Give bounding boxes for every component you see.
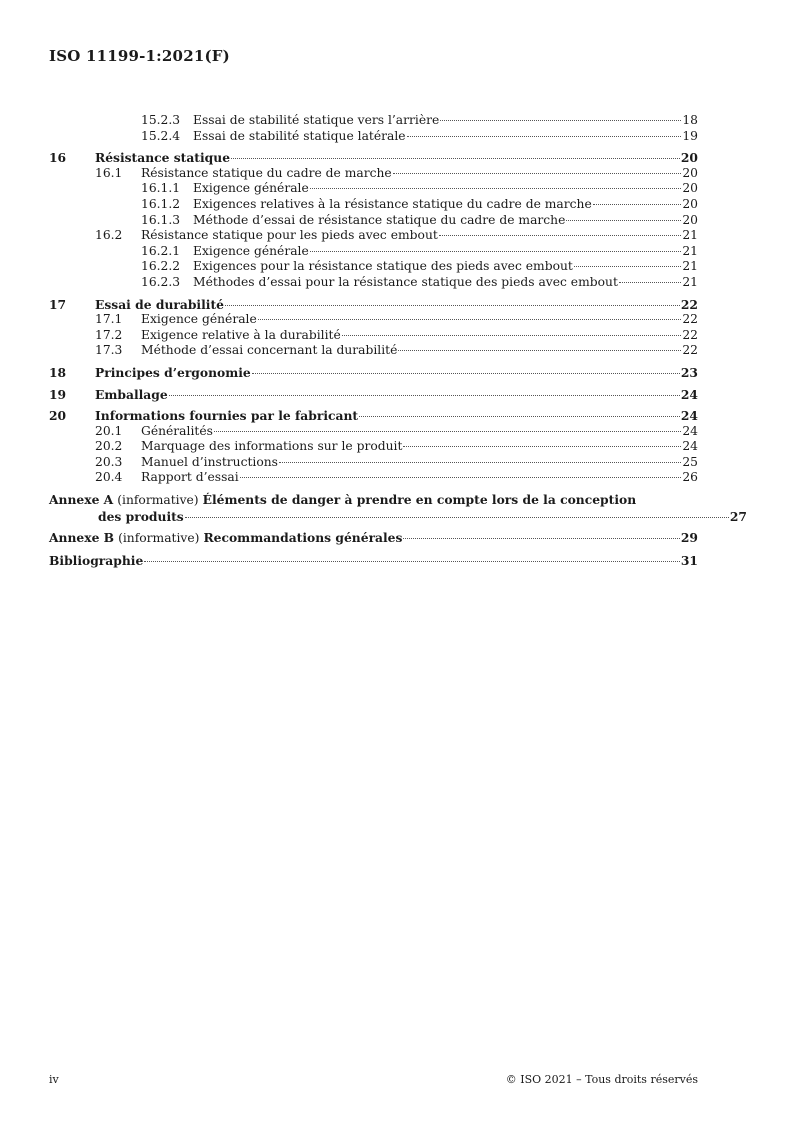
dot-leader [393, 173, 682, 174]
toc-entry-title: Emballage [95, 386, 168, 402]
dot-leader [403, 538, 679, 539]
toc-entry[interactable] [49, 197, 698, 213]
toc-entry-page: 21 [682, 274, 698, 289]
toc-entry-page: 24 [682, 439, 698, 454]
toc-entry-page: 25 [682, 454, 698, 469]
toc-entry-page: 20 [680, 150, 698, 166]
dot-leader [439, 235, 682, 236]
dot-leader [310, 188, 682, 189]
toc-entry[interactable] [49, 312, 698, 328]
toc-entry[interactable] [49, 259, 698, 275]
toc-entry-page: 20 [682, 181, 698, 196]
toc-entry[interactable] [49, 244, 698, 260]
annex-label: Annexe A [49, 492, 114, 508]
toc-entry-title: Méthode d’essai de résistance statique du cadre de marche [193, 212, 566, 227]
dot-leader [407, 136, 682, 137]
annex-title: Recommandations générales [203, 530, 403, 546]
toc-entry-title: Exigence générale [141, 312, 257, 327]
dot-leader [225, 305, 680, 306]
toc-entry-title: Essai de stabilité statique latérale [193, 128, 406, 143]
annex-title-continued: des produits [98, 508, 184, 524]
dot-leader [398, 350, 681, 351]
toc-entry[interactable] [49, 408, 698, 424]
toc-entry-title: Informations fournies par le fabricant [95, 408, 359, 424]
toc-entry-page: 22 [680, 296, 698, 312]
toc-entry-number: 16.2.2 [141, 259, 181, 274]
toc-annex-a-continued[interactable] [49, 509, 747, 525]
toc-entry-number: 15.2.3 [141, 113, 181, 127]
toc-entry-title: Exigences pour la résistance statique des pieds avec embout [193, 259, 573, 274]
toc-entry-title: Exigence générale [193, 181, 309, 196]
toc-entry[interactable] [49, 470, 698, 486]
toc-entry-title: Méthode d’essai concernant la durabilité [141, 343, 398, 358]
annex-kind: (informative) [118, 531, 200, 546]
toc-entry-title: Résistance statique du cadre de marche [141, 165, 392, 180]
toc-entry-title: Principes d’ergonomie [95, 364, 251, 380]
toc-entry[interactable] [49, 328, 698, 344]
toc-entry-number: 17 [49, 296, 67, 312]
dot-leader [185, 517, 729, 518]
toc-entry-page: 20 [682, 212, 698, 227]
toc-entry-page: 27 [729, 508, 747, 524]
toc-entry-number: 16.1 [95, 165, 123, 180]
dot-leader [359, 416, 680, 417]
toc-entry-page: 18 [682, 113, 698, 127]
toc-entry[interactable] [49, 387, 698, 403]
toc-entry-number: 20 [49, 408, 67, 424]
toc-annex-a[interactable] [49, 492, 698, 509]
toc-entry[interactable] [49, 113, 698, 129]
toc-entry[interactable] [49, 343, 698, 359]
toc-entry-title: Résistance statique [95, 150, 231, 166]
toc-bibliography[interactable] [49, 553, 698, 569]
toc-entry-page: 31 [680, 552, 698, 568]
toc-entry-page: 24 [680, 386, 698, 402]
dot-leader [279, 462, 681, 463]
toc-entry-page: 26 [682, 470, 698, 485]
toc-entry[interactable] [49, 365, 698, 381]
table-of-contents [49, 113, 747, 568]
annex-label: Annexe B [49, 530, 115, 546]
toc-entry[interactable] [49, 213, 698, 229]
toc-entry-title: Exigence relative à la durabilité [141, 327, 341, 342]
toc-entry-number: 16.1.2 [141, 196, 181, 211]
dot-leader [566, 220, 681, 221]
toc-entry[interactable] [49, 150, 698, 166]
annex-title: Éléments de danger à prendre en compte lors de la conception [202, 492, 637, 508]
toc-entry-page: 22 [682, 343, 698, 358]
copyright-notice: © ISO 2021 – Tous droits réservés [505, 1073, 698, 1086]
toc-entry-number: 16.1.1 [141, 181, 181, 196]
toc-entry-title: Exigence générale [193, 243, 309, 258]
toc-entry-title: Marquage des informations sur le produit [141, 439, 403, 454]
toc-entry[interactable] [49, 166, 698, 182]
toc-entry-page: 22 [682, 327, 698, 342]
toc-entry-number: 17.2 [95, 327, 123, 342]
toc-entry-number: 20.3 [95, 454, 123, 469]
toc-entry-number: 17.3 [95, 343, 123, 358]
bibliography-title: Bibliographie [49, 552, 144, 568]
dot-leader [342, 335, 682, 336]
document-id: ISO 11199-1:2021(F) [49, 47, 230, 65]
toc-entry-page: 19 [682, 128, 698, 143]
toc-entry-number: 17.1 [95, 312, 123, 327]
toc-entry[interactable] [49, 439, 698, 455]
toc-entry-number: 16.2.1 [141, 243, 181, 258]
toc-entry[interactable] [49, 297, 698, 313]
toc-entry-page: 20 [682, 165, 698, 180]
toc-entry-number: 18 [49, 364, 67, 380]
toc-entry[interactable] [49, 228, 698, 244]
toc-entry[interactable] [49, 129, 698, 145]
toc-entry-number: 20.4 [95, 470, 123, 485]
toc-entry-number: 16 [49, 150, 67, 166]
toc-entry-title: Généralités [141, 423, 213, 438]
dot-leader [214, 431, 681, 432]
dot-leader [258, 319, 682, 320]
toc-entry[interactable] [49, 455, 698, 471]
toc-entry-number: 19 [49, 386, 67, 402]
toc-entry-page: 21 [682, 228, 698, 243]
dot-leader [240, 477, 682, 478]
dot-leader [144, 561, 680, 562]
toc-entry-title: Résistance statique pour les pieds avec embout [141, 228, 438, 243]
toc-entry-title: Exigences relatives à la résistance statique du cadre de marche [193, 196, 592, 211]
page-number: iv [49, 1073, 59, 1086]
toc-annex-b[interactable] [49, 530, 698, 547]
toc-entry-page: 21 [682, 259, 698, 274]
toc-entry-page: 29 [680, 530, 698, 546]
dot-leader [169, 395, 680, 396]
toc-entry-title: Manuel d’instructions [141, 454, 278, 469]
toc-entry-number: 16.1.3 [141, 212, 181, 227]
toc-entry[interactable] [49, 424, 698, 440]
annex-kind: (informative) [117, 493, 199, 508]
dot-leader [619, 282, 681, 283]
dot-leader [231, 158, 680, 159]
toc-entry-number: 16.2.3 [141, 274, 181, 289]
toc-entry-number: 20.2 [95, 439, 123, 454]
toc-entry-page: 21 [682, 243, 698, 258]
toc-entry[interactable] [49, 275, 698, 291]
dot-leader [440, 120, 681, 121]
dot-leader [252, 373, 680, 374]
toc-entry-page: 24 [680, 408, 698, 424]
toc-entry-page: 22 [682, 312, 698, 327]
dot-leader [593, 204, 682, 205]
toc-entry-page: 24 [682, 423, 698, 438]
toc-entry-title: Essai de stabilité statique vers l’arrière [193, 113, 440, 127]
toc-entry-page: 23 [680, 364, 698, 380]
toc-entry-title: Rapport d’essai [141, 470, 239, 485]
toc-entry-title: Essai de durabilité [95, 296, 224, 312]
dot-leader [574, 266, 682, 267]
toc-entry-title: Méthodes d’essai pour la résistance statique des pieds avec embout [193, 274, 618, 289]
toc-entry[interactable] [49, 181, 698, 197]
dot-leader [403, 446, 681, 447]
toc-entry-number: 16.2 [95, 228, 123, 243]
toc-entry-number: 15.2.4 [141, 128, 181, 143]
toc-entry-page: 20 [682, 196, 698, 211]
toc-entry-number: 20.1 [95, 423, 123, 438]
dot-leader [310, 251, 682, 252]
